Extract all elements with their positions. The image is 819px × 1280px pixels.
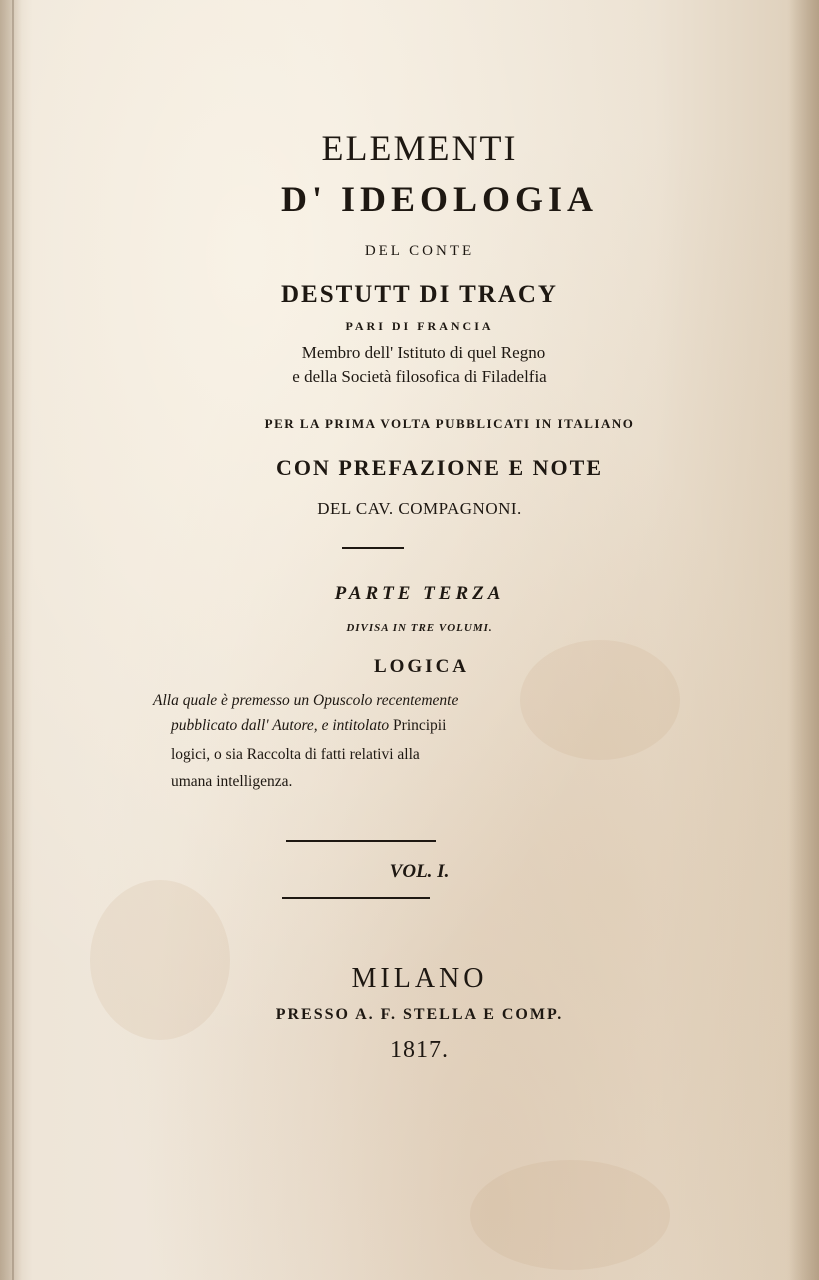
description-line-3: logici, o sia Raccolta di fatti relativi alla bbox=[171, 746, 420, 763]
author-membership-line-1: Membro dell' Istituto di quel Regno bbox=[301, 343, 546, 362]
description-line-1-text: Alla quale è premesso un Opuscolo recentemente bbox=[153, 692, 459, 709]
translator-name: DEL CAV. COMPAGNONI. bbox=[317, 499, 522, 518]
volume-label: VOL. I. bbox=[389, 861, 450, 882]
volume-rule-top bbox=[286, 840, 436, 842]
paper-stain bbox=[470, 1160, 670, 1270]
description-line-2-roman: Principii bbox=[389, 717, 447, 734]
author-rank: PARI DI FRANCIA bbox=[345, 319, 494, 333]
imprint-city: MILANO bbox=[351, 963, 488, 994]
part-subject: LOGICA bbox=[373, 656, 470, 677]
author-prefix: DEL CONTE bbox=[364, 243, 475, 259]
imprint-year: 1817. bbox=[390, 1037, 449, 1063]
description-line-4: umana intelligenza. bbox=[171, 773, 293, 790]
part-division: DIVISA IN TRE VOLUMI. bbox=[346, 622, 493, 634]
book-title-line-1: ELEMENTI bbox=[321, 128, 518, 168]
volume-rule-bottom bbox=[282, 897, 430, 899]
imprint-publisher: PRESSO A. F. STELLA E COMP. bbox=[275, 1006, 564, 1023]
translation-note: PER LA PRIMA VOLTA PUBBLICATI IN ITALIANO bbox=[264, 416, 635, 431]
preface-note: CON PREFAZIONE E NOTE bbox=[275, 455, 603, 480]
description-line-1 bbox=[153, 693, 458, 709]
author-membership-line-2: e della Società filosofica di Filadelfia bbox=[292, 367, 547, 386]
author-name: DESTUTT DI TRACY bbox=[281, 281, 558, 308]
description-line-2-italic: pubblicato dall' Autore, bbox=[171, 717, 318, 734]
part-title: PARTE TERZA bbox=[334, 583, 505, 604]
description-line-2-italic-b: e intitolato bbox=[317, 717, 390, 734]
description-line-2 bbox=[171, 718, 446, 734]
book-title-line-2: D' IDEOLOGIA bbox=[280, 179, 599, 219]
ornamental-rule bbox=[342, 547, 404, 549]
